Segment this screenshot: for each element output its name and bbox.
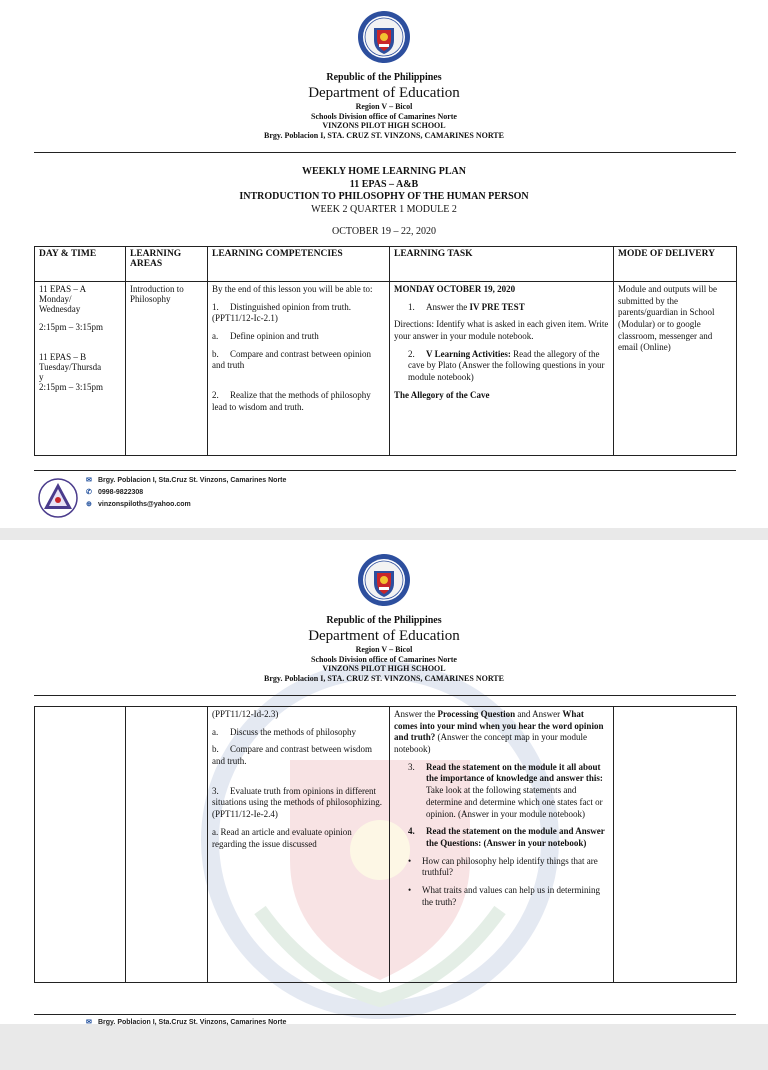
section-b-days-2: y	[39, 372, 44, 382]
header-learning-competencies: LEARNING COMPETENCIES	[208, 247, 390, 282]
competency-2-number: 2.	[212, 390, 219, 401]
region-line: Region V – Bicol	[355, 102, 413, 111]
task-1-text: Answer the	[426, 301, 470, 312]
letterhead	[0, 615, 768, 683]
header-divider	[34, 695, 736, 696]
header-learning-areas: LEARNING AREAS	[126, 247, 208, 282]
competency-3-number: 3.	[212, 785, 219, 796]
page-1-footer	[34, 470, 736, 526]
competencies-cell	[208, 707, 390, 983]
header-divider	[34, 152, 736, 153]
learning-area-cell	[126, 707, 208, 983]
competencies-cell	[208, 282, 390, 456]
day-time-cell	[35, 282, 126, 456]
competency-a-letter: a.	[212, 726, 219, 737]
competency-3: Evaluate truth from opinions in different situations using the methods of philosophizing. (PPT11/12-Ie-2.4)	[212, 785, 382, 820]
delivery-cell	[614, 282, 737, 456]
tasks-cell	[390, 707, 614, 983]
section-b-days-1: Tuesday/Thursda	[39, 362, 102, 372]
header-day-time: DAY & TIME	[35, 247, 126, 282]
deped-seal-icon	[357, 553, 411, 607]
footer-divider	[34, 470, 736, 471]
table-row	[35, 282, 737, 456]
letterhead	[0, 72, 768, 140]
section-a-days-1: Monday/	[39, 294, 72, 304]
processing-text-1: Answer the	[394, 709, 438, 719]
footer-phone: ✆ 0998-9822308	[86, 489, 144, 496]
competency-1a-letter: a.	[212, 331, 219, 342]
competency-1a: Define opinion and truth	[230, 331, 319, 342]
task-2-bold: V Learning Activities:	[426, 348, 511, 359]
competency-a: Discuss the methods of philosophy	[230, 726, 356, 737]
task-1-bold: IV PRE TEST	[469, 301, 525, 312]
task-4-bold: Read the statement on the module and Answer the Questions: (Answer in your notebook)	[426, 826, 605, 848]
processing-text-2: and Answer	[515, 709, 563, 719]
plan-dates: OCTOBER 19 – 22, 2020	[332, 226, 436, 237]
section-a-label: 11 EPAS – A	[39, 284, 87, 294]
task-day-heading: MONDAY OCTOBER 19, 2020	[394, 284, 516, 294]
tasks-cell	[390, 282, 614, 456]
document-page-2	[0, 540, 768, 1024]
day-time-cell	[35, 707, 126, 983]
competency-b-letter: b.	[212, 744, 219, 755]
task-directions: Directions: Identify what is asked in each given item. Write your answer in your module notebook.	[394, 319, 609, 342]
competency-2: Realize that the methods of philosophy lead to wisdom and truth.	[212, 390, 371, 412]
task-2-number: 2.	[408, 348, 415, 359]
school-logo-icon	[38, 478, 78, 518]
learning-plan-table	[34, 246, 737, 456]
department-line: Department of Education	[308, 85, 460, 101]
competency-1-number: 1.	[212, 301, 219, 312]
section-b-time: 2:15pm – 3:15pm	[39, 382, 104, 392]
division-line: Schools Division office of Camarines Norte	[311, 111, 457, 121]
task-4-number: 4.	[408, 826, 415, 837]
competency-b: Compare and contrast between wisdom and truth.	[212, 744, 372, 767]
plan-title: WEEKLY HOME LEARNING PLAN	[301, 166, 466, 177]
section-a-days-2: Wednesday	[39, 304, 81, 314]
table-row	[35, 707, 737, 983]
task-1-number: 1.	[408, 301, 415, 312]
section-b-label: 11 EPAS – B	[39, 352, 87, 362]
delivery-text: Module and outputs will be submitted by the parents/guardian in School (Modular) or to google classroom, messenger and email (Online)	[618, 284, 717, 353]
processing-bold-2: What comes into your mind when you hear the word opinion and truth?	[394, 709, 604, 743]
processing-text-3: (Answer the concept map in your module notebook)	[394, 732, 587, 755]
footer-email: ⊕ vinzonspilоths@yahoo.com	[86, 501, 191, 508]
competency-1b-letter: b.	[212, 348, 219, 359]
plan-subject: INTRODUCTION TO PHILOSOPHY OF THE HUMAN PERSON	[239, 191, 529, 202]
envelope-icon: ✉	[86, 477, 92, 484]
task-3-bold: Read the statement on the module it all about the importance of knowledge and answer this:	[426, 761, 603, 784]
footer-address: ✉ Brgy. Poblacion I, Sta.Cruz St. Vinzons, Camarines Norte	[86, 477, 287, 484]
allegory-heading: The Allegory of the Cave	[394, 389, 490, 400]
division-line: Schools Division office of Camarines Norte	[311, 654, 457, 664]
bullet-icon: •	[408, 855, 412, 866]
deped-seal-icon	[357, 10, 411, 64]
phone-icon: ✆	[86, 489, 92, 496]
republic-line: Republic of the Philippines	[326, 615, 442, 626]
competency-3a: a. Read an article and evaluate opinion regarding the issue discussed	[212, 826, 352, 849]
competency-code: (PPT11/12-Id-2.3)	[212, 709, 279, 719]
page-2-footer	[34, 1014, 736, 1070]
processing-bold-1: Processing Question	[437, 709, 516, 719]
plan-week: WEEK 2 QUARTER 1 MODULE 2	[311, 203, 457, 215]
competency-intro: By the end of this lesson you will be able to:	[212, 284, 373, 294]
school-line: VINZONS PILOT HIGH SCHOOL	[322, 664, 446, 674]
task-3-number: 3.	[408, 761, 415, 772]
bullet-icon: •	[408, 884, 412, 895]
address-line: Brgy. Poblacion I, STA. CRUZ ST. VINZONS, CAMARINES NORTE	[264, 673, 504, 683]
delivery-cell	[614, 707, 737, 983]
footer-divider	[34, 1014, 736, 1015]
learning-area-text: Introduction to Philosophy	[130, 284, 184, 304]
competency-1: Distinguished opinion from truth. (PPT11/12-Ic-2.1)	[212, 301, 351, 324]
learning-area-cell	[126, 282, 208, 456]
header-learning-task: LEARNING TASK	[390, 247, 614, 282]
task-3-text: Take look at the following statements and determine and determine which one states fact or opinion. (Answer in your module notebook)	[426, 785, 603, 819]
question-bullet-2: What traits and values can help us in determining the truth?	[422, 884, 600, 907]
document-page-1	[0, 0, 768, 528]
section-a-time: 2:15pm – 3:15pm	[39, 322, 104, 332]
task-2-text: Read the allegory of the cave by Plato (Answer the following questions in your module notebook)	[408, 348, 605, 383]
region-line: Region V – Bicol	[355, 645, 413, 654]
competency-1b: Compare and contrast between opinion and truth	[212, 348, 371, 371]
school-line: VINZONS PILOT HIGH SCHOOL	[322, 121, 446, 131]
plan-titles	[0, 166, 768, 216]
department-line: Department of Education	[308, 628, 460, 644]
header-mode-of-delivery: MODE OF DELIVERY	[614, 247, 737, 282]
table-header-row	[35, 247, 737, 282]
republic-line: Republic of the Philippines	[326, 72, 442, 83]
globe-icon: ⊕	[86, 501, 92, 508]
question-bullet-1: How can philosophy help identify things that are truthful?	[422, 855, 598, 878]
learning-plan-table-continued	[34, 706, 737, 983]
footer-address: ✉ Brgy. Poblacion I, Sta.Cruz St. Vinzons, Camarines Norte	[86, 1019, 287, 1026]
envelope-icon: ✉	[86, 1019, 92, 1026]
plan-section: 11 EPAS – A&B	[349, 178, 419, 190]
address-line: Brgy. Poblacion I, STA. CRUZ ST. VINZONS, CAMARINES NORTE	[264, 130, 504, 140]
